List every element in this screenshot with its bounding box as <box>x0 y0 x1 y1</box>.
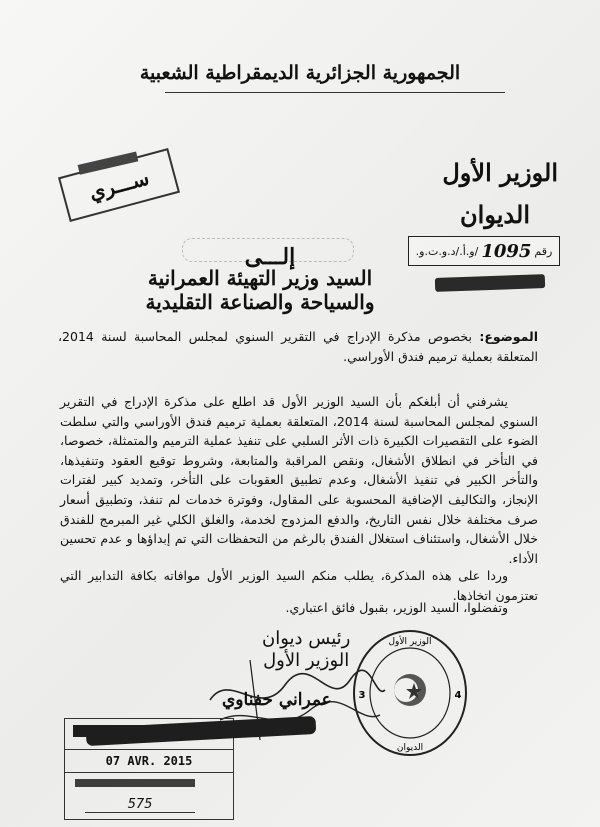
signatory-name: عمراني حفناوي <box>222 690 332 710</box>
addressee-to: إلـــى <box>244 244 296 270</box>
signatory-title-line-2: الوزير الأول <box>263 650 350 671</box>
prime-minister-heading: الوزير الأول <box>442 158 558 187</box>
seal-bottom-text: الديوان <box>396 743 424 753</box>
republic-header: الجمهورية الجزائرية الديمقراطية الشعبية <box>139 62 461 84</box>
reference-label: رقم <box>534 244 553 258</box>
header-underline <box>165 92 505 93</box>
signatory-title-line-1: رئيس ديوان <box>262 628 351 649</box>
subject-label: الموضوع: <box>479 329 538 344</box>
secret-stamp-text: ســـري <box>86 165 152 205</box>
reference-number: 1095 <box>481 240 532 262</box>
subject-text: بخصوص مذكرة الإدراج في التقرير السنوي لمجلس المحاسبة لسنة 2014، المتعلقة بعملية ترميم فندق الأوراسي. <box>58 329 538 364</box>
body-paragraph-2: وردا على هذه المذكرة، يطلب منكم السيد الوزير الأول موافاته بكافة التدابير التي تعتزمون اتخاذها. <box>60 568 538 603</box>
signatory-title <box>262 628 350 672</box>
registration-date: 07 AVR. 2015 <box>65 749 233 773</box>
seal-left-number: 3 <box>358 690 366 701</box>
seal-top-text: الوزير الأول <box>388 637 432 647</box>
subject-block <box>58 327 538 367</box>
official-seal <box>350 628 470 758</box>
seal-right-number: 4 <box>454 690 462 701</box>
registration-redaction-mid <box>75 779 195 787</box>
registration-number: 575 <box>85 797 195 813</box>
body-paragraph-1: يشرفني أن أبلغكم بأن السيد الوزير الأول قد اطلع على مذكرة الإدراج في التقرير السنوي لمجلس المحاسبة لسنة 2014، المتعلقة بعملية ترميم فندق الأوراسي والتي سلطت الضوء على التقصيرات الكبيرة ذات الأثر السلبي على تنفيذ عملية الترميم والمتمثلة، خصوصا، في التأخر في انطلاق الأشغال، ونقص المراقبة والمتابعة، وشروط توقيع العقود وتنفيذها، والتأخر الكبير في تنفيذ الأشغال، وعدم تطبيق العقوبات على التأخر، وتمديد كبير لفترات الإنجاز، والتكاليف الإضافية المحسوبة على المقاول، وفوترة خدمات لم تنفذ، وتطبيق أسعار صرف مختلفة خلال نفس التاريخ، والدفع المزدوج لخدمة، والغلق الكلي غير المبرمج للفندق خلال الأشغال، واستئناف استغلال الفندق بالرغم من التحفظات التي تم إبداؤها و عدم تحسين الأداء. <box>60 394 538 566</box>
cabinet-heading: الديوان <box>460 200 530 229</box>
addressee-line-2: والسياحة والصناعة التقليدية <box>145 290 375 314</box>
secret-stamp <box>58 148 180 222</box>
addressee-line-1: السيد وزير التهيئة العمرانية <box>147 266 373 290</box>
reference-suffix: /و.أ./د.و.ت.و. <box>415 244 479 258</box>
closing-paragraph: وتفضلوا، السيد الوزير، بقبول فائق اعتباري. <box>285 600 508 615</box>
